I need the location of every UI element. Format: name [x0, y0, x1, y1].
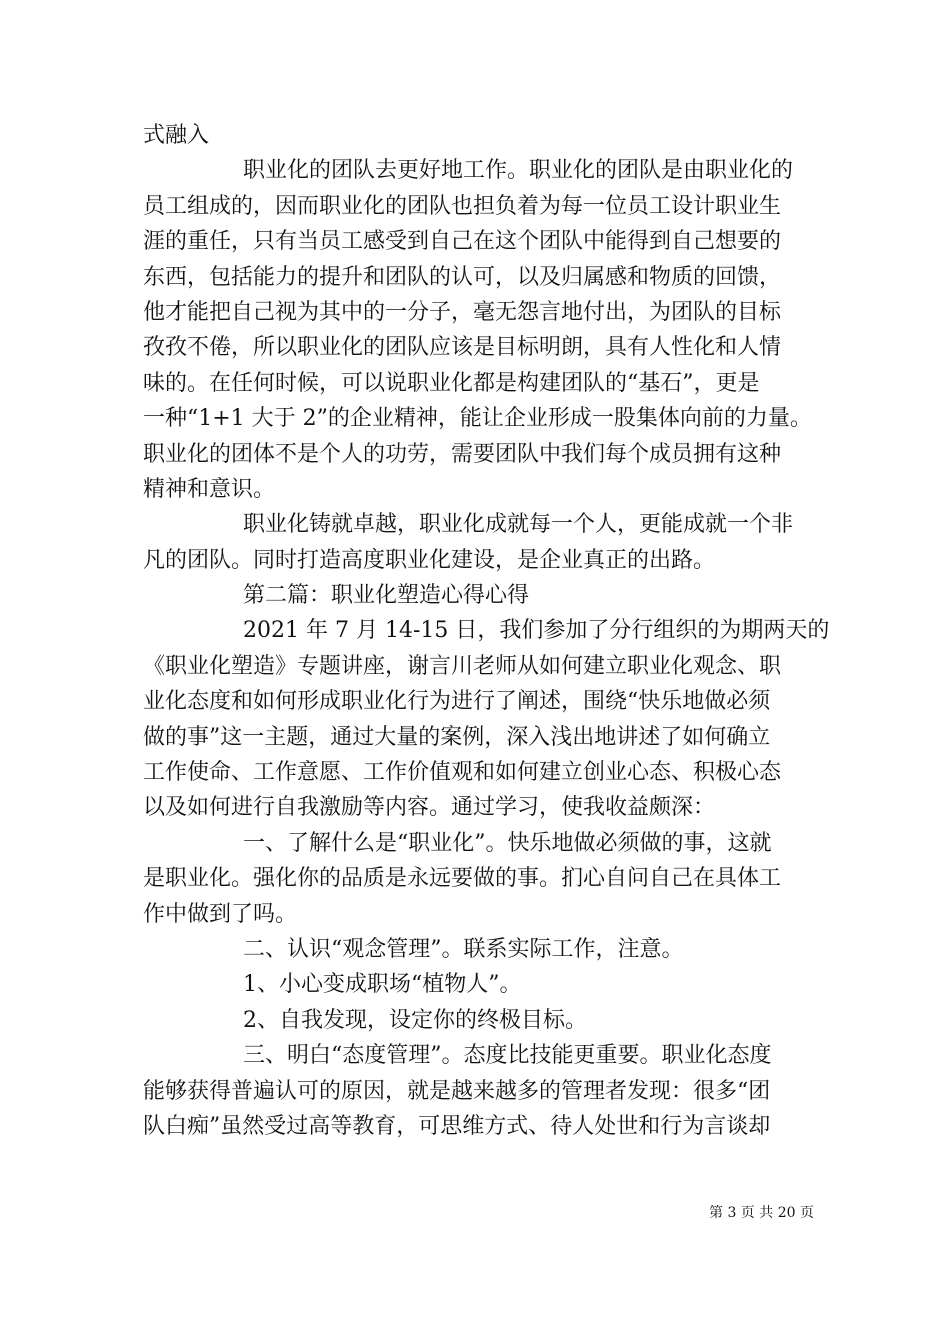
text-line: 孜孜不倦，所以职业化的团队应该是目标明朗，具有人性化和人情	[143, 335, 782, 361]
text-line: 能够获得普遍认可的原因，就是越来越多的管理者发现：很多“团	[143, 1078, 771, 1104]
text-line: 涯的重任，只有当员工感受到自己在这个团队中能得到自己想要的	[143, 229, 782, 255]
text-line: 1、小心变成职场“植物人”。	[243, 972, 522, 998]
text-line: 做的事”这一主题，通过大量的案例，深入浅出地讲述了如何确立	[143, 724, 771, 750]
text-line: 员工组成的，因而职业化的团队也担负着为每一位员工设计职业生	[143, 193, 782, 219]
text-line: 2、自我发现，设定你的终极目标。	[243, 1007, 587, 1033]
text-line: 队白痴”虽然受过高等教育，可思维方式、待人处世和行为言谈却	[143, 1113, 771, 1139]
text-line: 味的。在任何时候，可以说职业化都是构建团队的“基石”，更是	[143, 370, 760, 396]
document-body	[143, 118, 830, 1144]
text-line: 以及如何进行自我激励等内容。通过学习，使我收益颇深：	[143, 795, 716, 821]
text-line: 精神和意识。	[143, 476, 276, 502]
text-line: 三、明白“态度管理”。态度比技能更重要。职业化态度	[243, 1043, 772, 1069]
text-line: 他才能把自己视为其中的一分子，毫无怨言地付出，为团队的目标	[143, 299, 782, 325]
text-line: 《职业化塑造》专题讲座，谢言川老师从如何建立职业化观念、职	[143, 653, 782, 679]
text-line: 凡的团队。同时打造高度职业化建设，是企业真正的出路。	[143, 547, 716, 573]
text-line: 职业化的团队去更好地工作。职业化的团队是由职业化的	[243, 158, 794, 184]
text-line: 是职业化。强化你的品质是永远要做的事。扪心自问自己在具体工	[143, 866, 782, 892]
text-line: 职业化铸就卓越，职业化成就每一个人，更能成就一个非	[243, 512, 794, 538]
text-line: 作中做到了吗。	[143, 901, 298, 927]
text-line: 职业化的团体不是个人的功劳，需要团队中我们每个成员拥有这种	[143, 441, 782, 467]
text-line: 式融入	[143, 123, 210, 148]
text-line: 二、认识“观念管理”。联系实际工作，注意。	[243, 936, 684, 962]
text-line: 东西，包括能力的提升和团队的认可，以及归属感和物质的回馈，	[143, 264, 782, 290]
text-line: 业化态度和如何形成职业化行为进行了阐述，围绕“快乐地做必须	[143, 689, 771, 715]
text-line: 2021 年 7 月 14-15 日，我们参加了分行组织的为期两天的	[243, 618, 830, 644]
text-line: 一、了解什么是“职业化”。快乐地做必须做的事，这就	[243, 830, 772, 856]
page-number: 第 3 页 共 20 页	[709, 1205, 814, 1221]
text-line: 一种“1+1 大于 2”的企业精神，能让企业形成一股集体向前的力量。	[143, 406, 812, 432]
text-line: 工作使命、工作意愿、工作价值观和如何建立创业心态、积极心态	[143, 760, 782, 786]
text-line: 第二篇：职业化塑造心得心得	[243, 583, 530, 609]
